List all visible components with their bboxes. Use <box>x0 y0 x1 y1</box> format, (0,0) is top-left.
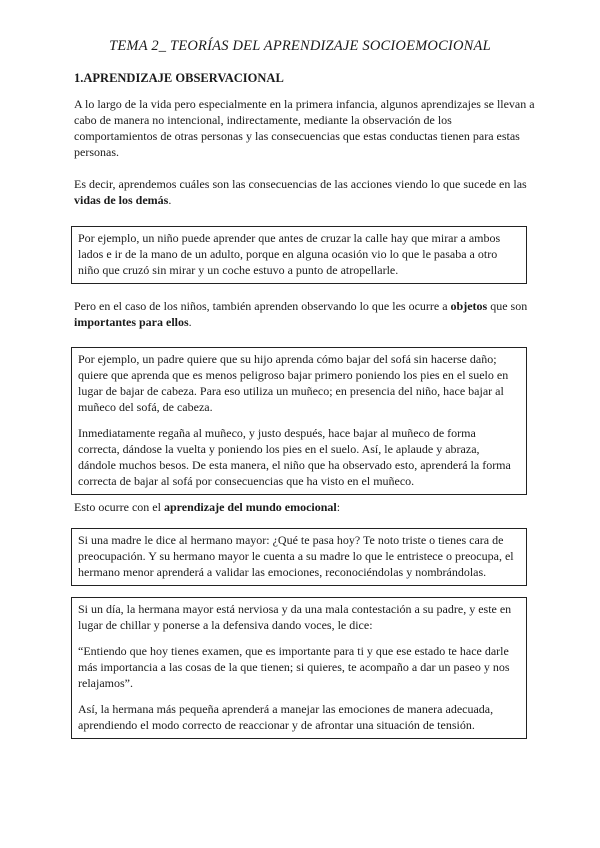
example-text: Así, la hermana más pequeña aprenderá a manejar las emociones de manera adecuada, aprendiendo el modo correcto de reaccionar y de afrontar una situación de tensión. <box>78 702 494 732</box>
example-text: Si un día, la hermana mayor está nerviosa y da una mala contestación a su padre, y este en lugar de chillar y ponerse a la defensiva dando voces, le dice: <box>78 602 512 632</box>
example-box-mother <box>71 528 527 586</box>
example-box-doll <box>71 347 527 495</box>
paragraph-text: . <box>188 315 192 329</box>
example-text: Por ejemplo, un niño puede aprender que antes de cruzar la calle hay que mirar a ambos lados e ir de la mano de un adulto, porque en alguna ocasión vio lo que le pasaba a otro niño que cruzó sin mirar y un coche estuvo a punto de atropellarle. <box>78 231 501 277</box>
paragraph-bold: objetos <box>450 299 488 313</box>
paragraph-objects <box>74 298 536 330</box>
section-heading: 1.APRENDIZAJE OBSERVACIONAL <box>74 71 284 85</box>
paragraph-consequences <box>74 176 536 208</box>
example-text: Si una madre le dice al hermano mayor: ¿Qué te pasa hoy? Te noto triste o tienes cara de preocupación. Y su hermano mayor le cuenta a su madre lo que le entristece o preocupa, el hermano menor aprenderá a validar las emociones, reconociéndolas y nombrándolas. <box>78 533 514 579</box>
example-box-sister <box>71 597 527 739</box>
example-text: Inmediatamente regaña al muñeco, y justo después, hace bajar al muñeco de forma correcta, dándose la vuelta y poniendo los pies en el suelo. Así, le aplaude y abraza, dándole muchos besos. De esta manera, el niño que ha observado esto, aprenderá la forma correcta de bajar al sofá por consecuencias que ha visto en el muñeco. <box>78 426 511 488</box>
example-text: Por ejemplo, un padre quiere que su hijo aprenda cómo bajar del sofá sin hacerse daño; quiere que aprenda que es menos peligroso bajar primero poniendo los pies en el suelo en lugar de bajar de cabeza. Para eso utiliza un muñeco; en presencia del niño, hace bajar al muñeco del sofá, de cabeza. <box>78 352 509 414</box>
paragraph-bold: importantes para ellos <box>74 315 189 329</box>
example-box-crossing <box>71 226 527 284</box>
paragraph-text: que son <box>487 299 528 313</box>
paragraph-emotional <box>74 499 536 515</box>
paragraph-bold: aprendizaje del mundo emocional <box>163 500 337 514</box>
intro-paragraph: A lo largo de la vida pero especialmente en la primera infancia, algunos aprendizajes se llevan a cabo de manera no intencional, indirectamente, mediante la observación de los comportamientos de otras personas y las consecuencias que estas conductas tienen para estas personas. <box>74 97 535 159</box>
paragraph-bold: vidas de los demás <box>74 193 169 207</box>
paragraph-text: Es decir, aprendemos cuáles son las consecuencias de las acciones viendo lo que sucede en las <box>74 177 527 191</box>
example-text: “Entiendo que hoy tienes examen, que es importante para ti y que ese estado te hace darle más importancia a las cosas de la que tienen; si quieres, te acompaño a dar un paseo y nos relajamos”. <box>78 644 510 690</box>
paragraph-text: . <box>168 193 172 207</box>
paragraph-text: : <box>336 500 341 514</box>
page-title: TEMA 2_ TEORÍAS DEL APRENDIZAJE SOCIOEMOCIONAL <box>109 38 491 54</box>
paragraph-text: Esto ocurre con el <box>74 500 164 514</box>
paragraph-text: Pero en el caso de los niños, también aprenden observando lo que les ocurre a <box>74 299 451 313</box>
